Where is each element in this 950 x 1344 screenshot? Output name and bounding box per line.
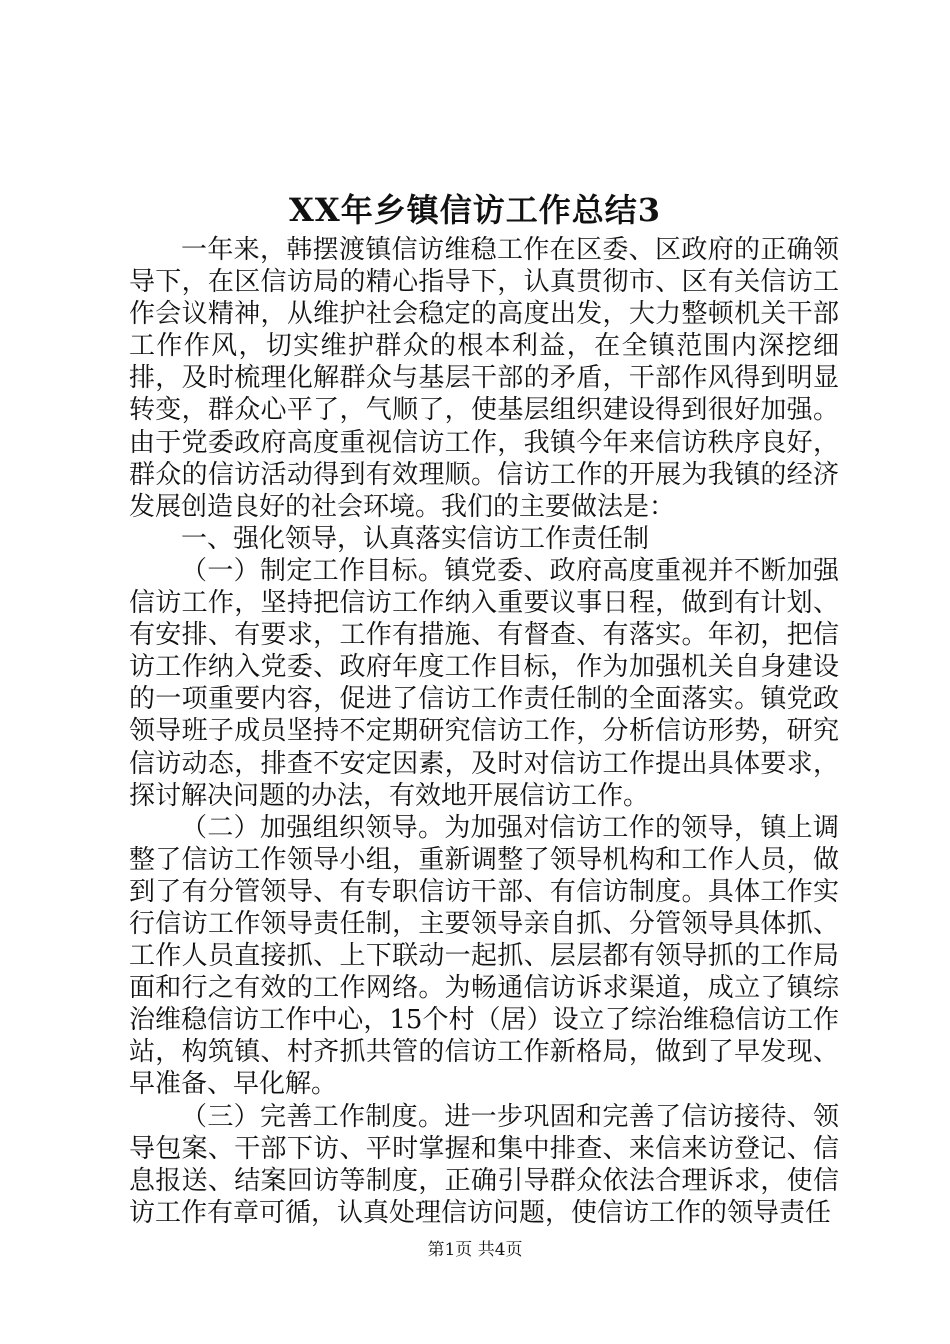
document-title: XX年乡镇信访工作总结3 — [289, 191, 661, 229]
page-footer: 第1页 共4页 — [427, 1240, 523, 1260]
paragraph-intro: 一年来，韩摆渡镇信访维稳工作在区委、区政府的正确领导下，在区信访局的精心指导下，认真贯彻市、区有关信访工作会议精神，从维护社会稳定的高度出发，大力整顿机关干部工作作风，切实维护群众的根本利益，在全镇范围内深挖细排，及时梳理化解群众与基层干部的矛盾，干部作风得到明显转变，群众心平了，气顺了，使基层组织建设得到很好加强。由于党委政府高度重视信访工作，我镇今年来信访秩序良好，群众的信访活动得到有效理顺。信访工作的开展为我镇的经济发展创造良好的社会环境。我们的主要做法是： — [129, 235, 839, 522]
paragraph-item-3: （三）完善工作制度。进一步巩固和完善了信访接待、领导包案、干部下访、平时掌握和集中排查、来信来访登记、信息报送、结案回访等制度，正确引导群众依法合理诉求，使信访工作有章可循，认真处理信访问题，使信访工作的领导责任 — [129, 1101, 839, 1228]
paragraph-item-2: （二）加强组织领导。为加强对信访工作的领导，镇上调整了信访工作领导小组，重新调整了领导机构和工作人员，做到了有分管领导、有专职信访干部、有信访制度。具体工作实行信访工作领导责任制，主要领导亲自抓、分管领导具体抓、工作人员直接抓、上下联动一起抓、层层都有领导抓的工作局面和行之有效的工作网络。为畅通信访诉求渠道，成立了镇综治维稳信访工作中心，15个村（居）设立了综治维稳信访工作站，构筑镇、村齐抓共管的信访工作新格局，做到了早发现、早准备、早化解。 — [129, 812, 839, 1100]
document-body — [129, 234, 839, 1229]
section-heading-1: 一、强化领导，认真落实信访工作责任制 — [181, 523, 650, 554]
paragraph-item-1: （一）制定工作目标。镇党委、政府高度重视并不断加强信访工作，坚持把信访工作纳入重要议事日程，做到有计划、有安排、有要求，工作有措施、有督查、有落实。年初，把信访工作纳入党委、政府年度工作目标，作为加强机关自身建设的一项重要内容，促进了信访工作责任制的全面落实。镇党政领导班子成员坚持不定期研究信访工作，分析信访形势，研究信访动态，排查不安定因素，及时对信访工作提出具体要求，探讨解决问题的办法，有效地开展信访工作。 — [129, 555, 839, 811]
